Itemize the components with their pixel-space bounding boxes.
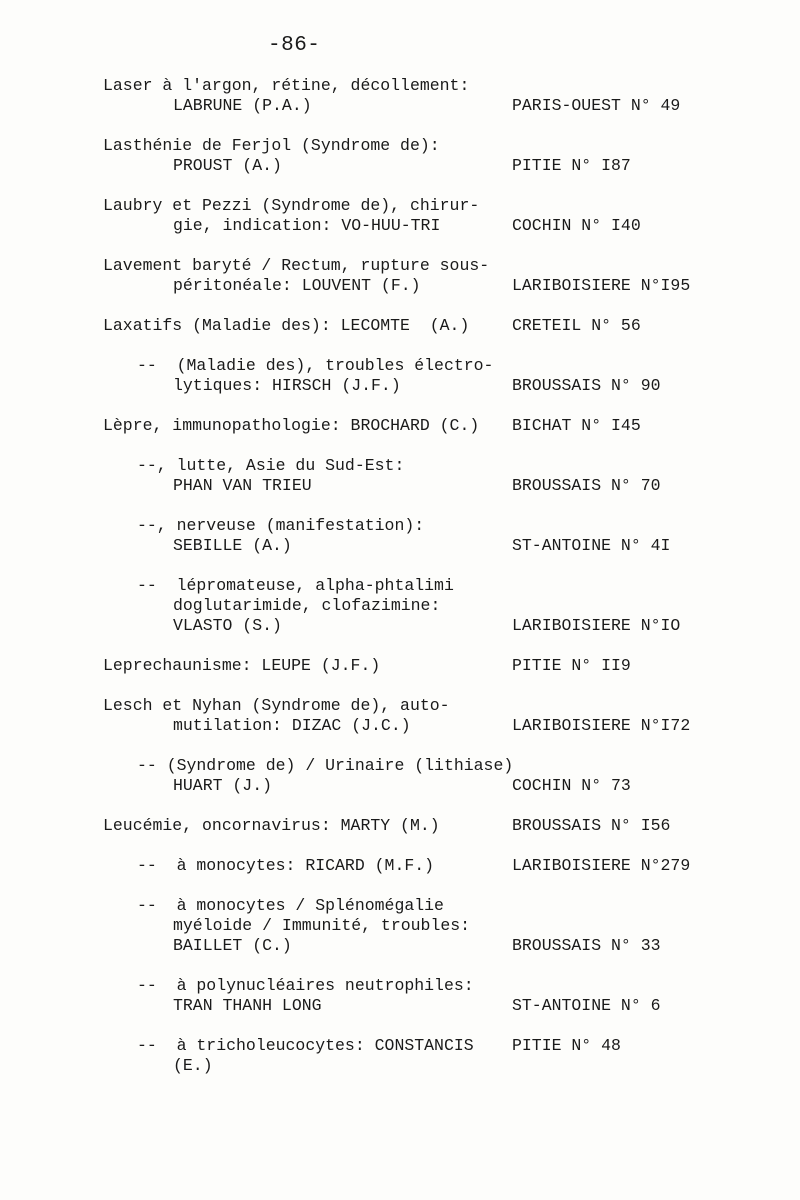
entry-line (0, 76, 800, 96)
entry-reference: BICHAT N° I45 (512, 416, 641, 435)
entry-text: Lèpre, immunopathologie: BROCHARD (C.) (103, 416, 480, 435)
entry-line (0, 156, 800, 176)
index-entry (0, 196, 800, 236)
index-entry (0, 1036, 800, 1076)
entry-line (0, 536, 800, 556)
entry-text: -- à polynucléaires neutrophiles: (137, 976, 474, 995)
index-entry (0, 256, 800, 296)
entry-line (0, 356, 800, 376)
entry-line (0, 976, 800, 996)
entry-text: Laubry et Pezzi (Syndrome de), chirur- (103, 196, 480, 215)
entry-text: -- lépromateuse, alpha-phtalimi (137, 576, 454, 595)
entry-reference: ST-ANTOINE N° 6 (512, 996, 661, 1015)
entry-line (0, 856, 800, 876)
index-entry (0, 416, 800, 436)
index-entry (0, 756, 800, 796)
entry-text: Laxatifs (Maladie des): LECOMTE (A.) (103, 316, 470, 335)
entry-text: péritonéale: LOUVENT (F.) (173, 276, 421, 295)
index-entry (0, 896, 800, 956)
entry-line (0, 416, 800, 436)
index-entry (0, 576, 800, 636)
entry-text: Laser à l'argon, rétine, décollement: (103, 76, 470, 95)
entry-text: --, lutte, Asie du Sud-Est: (137, 456, 405, 475)
entry-reference: CRETEIL N° 56 (512, 316, 641, 335)
entry-reference: LARIBOISIERE N°279 (512, 856, 691, 875)
entry-line (0, 916, 800, 936)
entry-text: Lesch et Nyhan (Syndrome de), auto- (103, 696, 450, 715)
entry-text: mutilation: DIZAC (J.C.) (173, 716, 411, 735)
entry-text: PROUST (A.) (173, 156, 282, 175)
entry-reference: PARIS-OUEST N° 49 (512, 96, 681, 115)
entry-reference: COCHIN N° 73 (512, 776, 631, 795)
entry-line (0, 776, 800, 796)
entry-text: doglutarimide, clofazimine: (173, 596, 441, 615)
entry-line (0, 656, 800, 676)
entry-text: HUART (J.) (173, 776, 273, 795)
entry-reference: PITIE N° I87 (512, 156, 631, 175)
entry-text: Leprechaunisme: LEUPE (J.F.) (103, 656, 381, 675)
entry-reference: COCHIN N° I40 (512, 216, 641, 235)
entry-text: SEBILLE (A.) (173, 536, 292, 555)
entry-line (0, 276, 800, 296)
entry-text: --, nerveuse (manifestation): (137, 516, 425, 535)
index-entry (0, 136, 800, 176)
entry-reference: PITIE N° II9 (512, 656, 631, 675)
entry-text: gie, indication: VO-HUU-TRI (173, 216, 441, 235)
index-entry (0, 516, 800, 556)
entry-text: PHAN VAN TRIEU (173, 476, 312, 495)
index-entry (0, 656, 800, 676)
entry-text: (E.) (173, 1056, 213, 1075)
entry-line (0, 716, 800, 736)
entry-line (0, 316, 800, 336)
entry-line (0, 516, 800, 536)
entry-text: TRAN THANH LONG (173, 996, 322, 1015)
entry-text: Leucémie, oncornavirus: MARTY (M.) (103, 816, 440, 835)
entry-text: myéloide / Immunité, troubles: (173, 916, 471, 935)
entry-line (0, 756, 800, 776)
entry-line (0, 816, 800, 836)
entry-reference: PITIE N° 48 (512, 1036, 621, 1055)
entry-line (0, 256, 800, 276)
entry-line (0, 216, 800, 236)
entry-reference: LARIBOISIERE N°I72 (512, 716, 691, 735)
entry-line (0, 616, 800, 636)
entry-line (0, 1036, 800, 1056)
index-entry (0, 316, 800, 336)
entry-text: LABRUNE (P.A.) (173, 96, 312, 115)
entry-line (0, 936, 800, 956)
entry-reference: BROUSSAIS N° I56 (512, 816, 671, 835)
page-number: -86- (268, 34, 321, 57)
index-entry (0, 816, 800, 836)
entry-reference: LARIBOISIERE N°IO (512, 616, 681, 635)
index-entry (0, 856, 800, 876)
entry-line (0, 896, 800, 916)
entry-line (0, 596, 800, 616)
entry-text: BAILLET (C.) (173, 936, 292, 955)
entry-line (0, 196, 800, 216)
index-entry (0, 696, 800, 736)
entry-line (0, 476, 800, 496)
entry-reference: BROUSSAIS N° 70 (512, 476, 661, 495)
entry-line (0, 96, 800, 116)
entry-text: -- à monocytes: RICARD (M.F.) (137, 856, 435, 875)
entry-text: -- à monocytes / Splénomégalie (137, 896, 444, 915)
entry-text: lytiques: HIRSCH (J.F.) (173, 376, 401, 395)
entry-reference: BROUSSAIS N° 33 (512, 936, 661, 955)
entry-line (0, 136, 800, 156)
entry-line (0, 996, 800, 1016)
entry-line (0, 696, 800, 716)
entry-line (0, 456, 800, 476)
entry-reference: LARIBOISIERE N°I95 (512, 276, 691, 295)
entry-reference: ST-ANTOINE N° 4I (512, 536, 671, 555)
entry-text: -- (Syndrome de) / Urinaire (lithiase) (137, 756, 514, 775)
entry-line (0, 576, 800, 596)
index-entry (0, 356, 800, 396)
entry-text: -- (Maladie des), troubles électro- (137, 356, 494, 375)
entry-text: Lasthénie de Ferjol (Syndrome de): (103, 136, 440, 155)
entry-line (0, 376, 800, 396)
entry-text: Lavement baryté / Rectum, rupture sous- (103, 256, 490, 275)
entry-line (0, 1056, 800, 1076)
index-entry (0, 456, 800, 496)
index-entries (0, 76, 800, 1096)
entry-text: VLASTO (S.) (173, 616, 282, 635)
entry-reference: BROUSSAIS N° 90 (512, 376, 661, 395)
index-entry (0, 976, 800, 1016)
index-entry (0, 76, 800, 116)
entry-text: -- à tricholeucocytes: CONSTANCIS (137, 1036, 474, 1055)
